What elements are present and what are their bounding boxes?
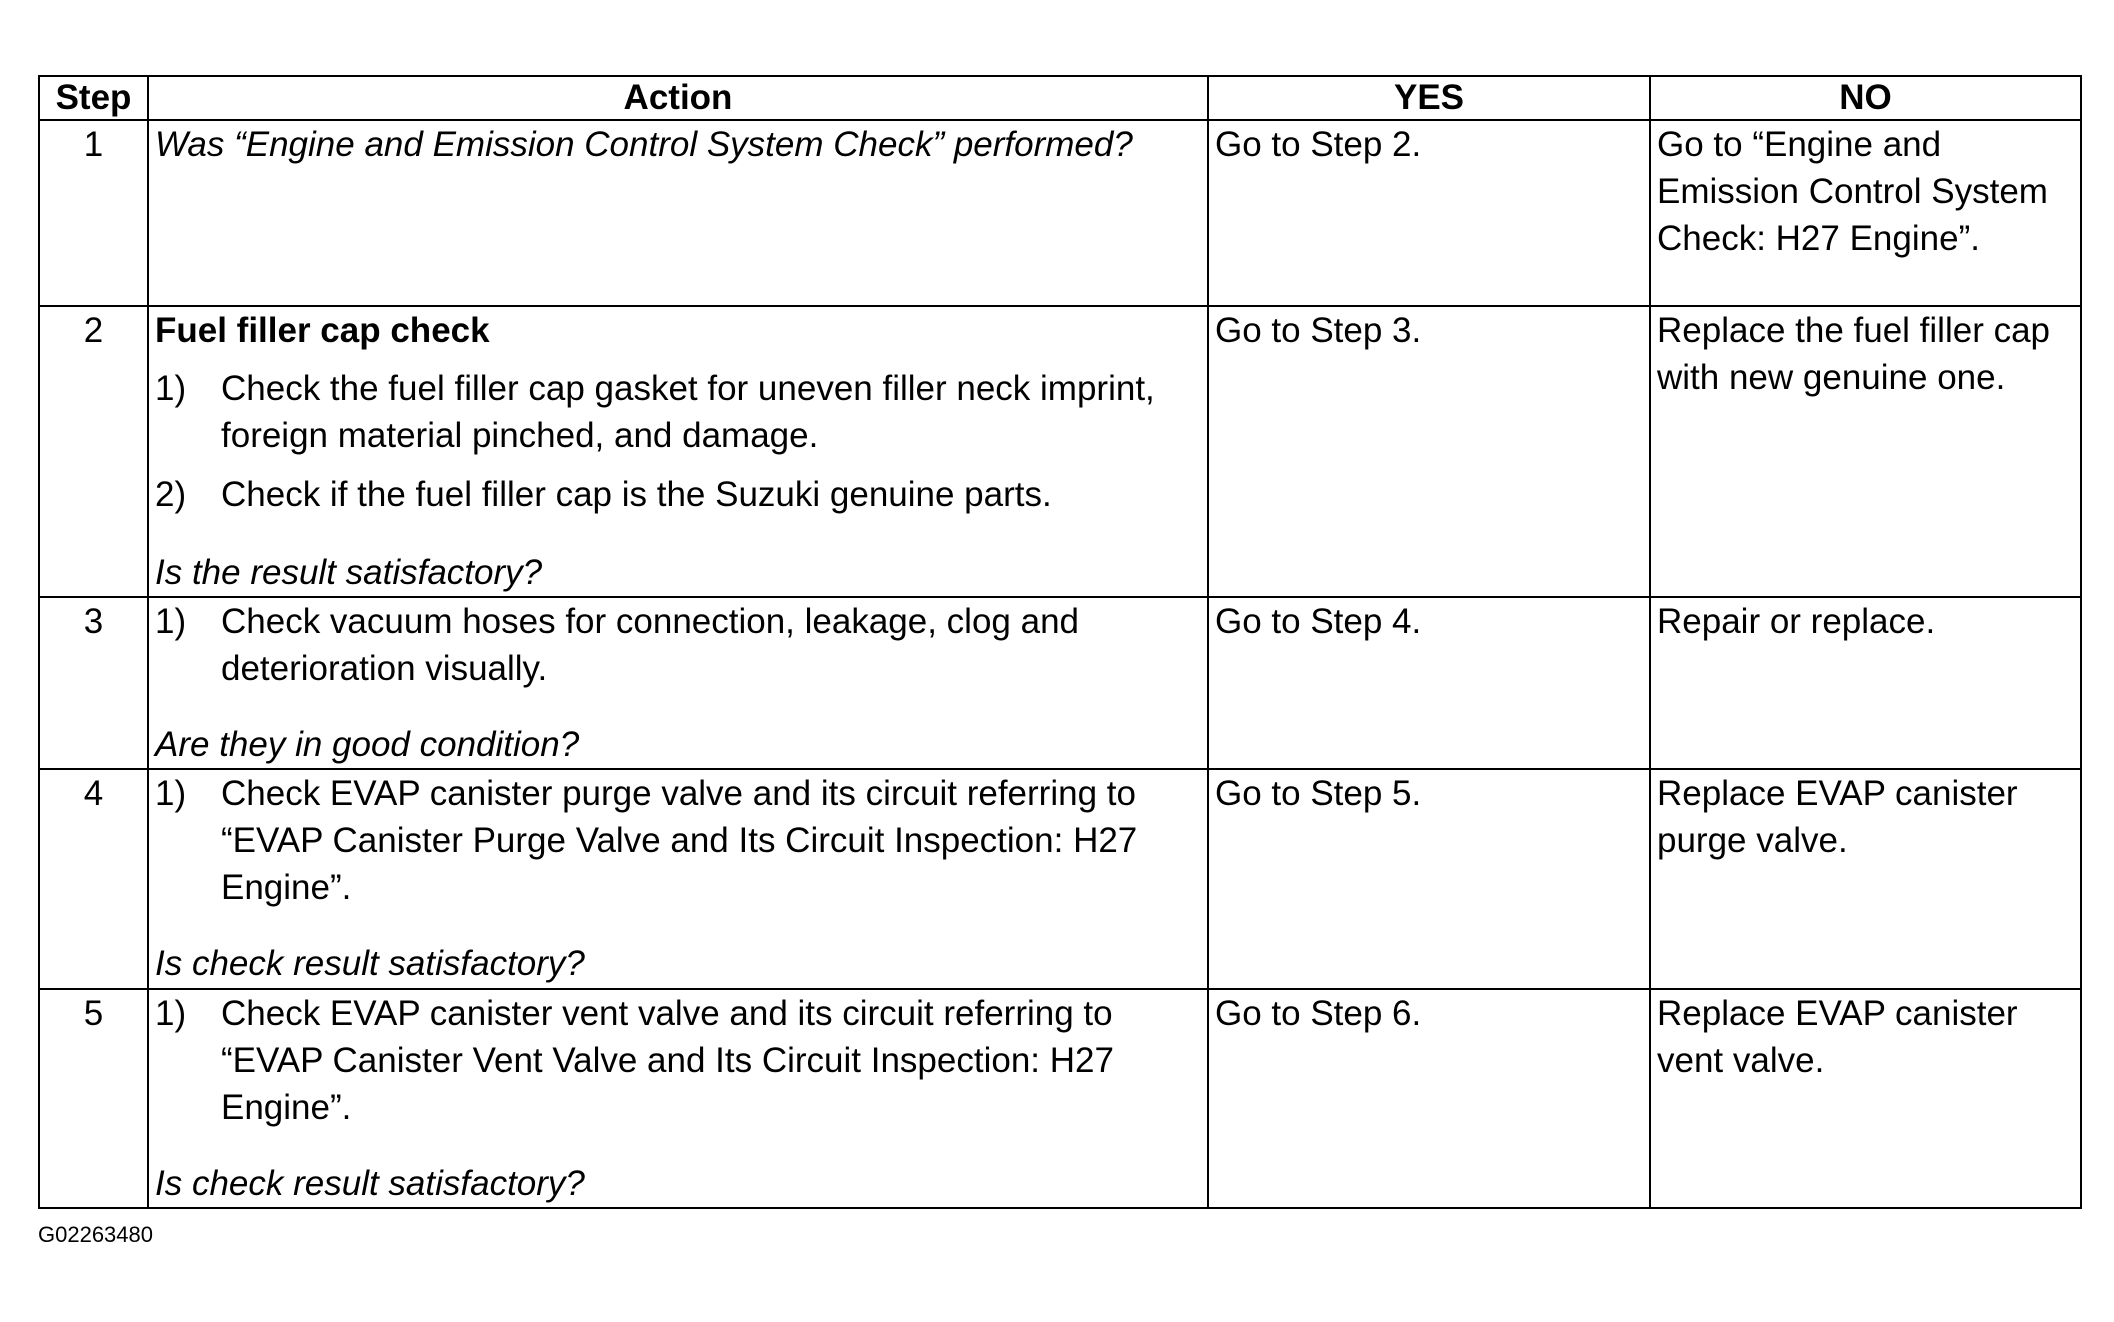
list-text: Check EVAP canister purge valve and its circuit referring to “EVAP Canister Purge Valve and Its Circuit Inspection: H27 Engine”.	[221, 774, 1138, 907]
action-list-item	[155, 471, 1201, 518]
action-question: Is the result satisfactory?	[155, 553, 543, 592]
step-number: 1	[39, 120, 148, 306]
table-row	[39, 120, 2081, 306]
step-number: 3	[39, 597, 148, 769]
list-number: 1)	[155, 602, 187, 641]
yes-cell: Go to Step 5.	[1208, 769, 1650, 989]
no-cell: Go to “Engine and Emission Control System Check: H27 Engine”.	[1650, 120, 2081, 306]
action-list-item	[155, 598, 1201, 692]
action-cell	[148, 120, 1208, 306]
action-cell	[148, 306, 1208, 597]
list-text: Check EVAP canister vent valve and its circuit referring to “EVAP Canister Vent Valve and Its Circuit Inspection: H27 Engine”.	[221, 994, 1114, 1127]
list-number: 1)	[155, 369, 187, 408]
header-yes: YES	[1208, 76, 1650, 120]
step-number: 4	[39, 769, 148, 989]
yes-cell: Go to Step 2.	[1208, 120, 1650, 306]
header-action: Action	[148, 76, 1208, 120]
list-number: 1)	[155, 994, 187, 1033]
list-text: Check the fuel filler cap gasket for uneven filler neck imprint, foreign material pinched, and damage.	[221, 369, 1155, 455]
no-cell: Repair or replace.	[1650, 597, 2081, 769]
yes-cell: Go to Step 6.	[1208, 989, 1650, 1208]
action-title: Fuel filler cap check	[155, 311, 490, 350]
header-no: NO	[1650, 76, 2081, 120]
step-number: 5	[39, 989, 148, 1208]
no-cell: Replace EVAP canister vent valve.	[1650, 989, 2081, 1208]
list-text: Check if the fuel filler cap is the Suzuki genuine parts.	[221, 475, 1052, 514]
header-row	[39, 76, 2081, 120]
list-number: 2)	[155, 475, 187, 514]
header-step: Step	[39, 76, 148, 120]
list-number: 1)	[155, 774, 187, 813]
table-row	[39, 306, 2081, 597]
figure-id: G02263480	[38, 1222, 153, 1247]
list-text: Check vacuum hoses for connection, leakage, clog and deterioration visually.	[221, 602, 1080, 688]
action-list-item	[155, 990, 1201, 1131]
yes-cell: Go to Step 3.	[1208, 306, 1650, 597]
action-cell	[148, 769, 1208, 989]
table-row	[39, 989, 2081, 1208]
troubleshooting-sheet	[38, 75, 2080, 1209]
action-cell	[148, 597, 1208, 769]
diagnostic-table	[38, 75, 2082, 1209]
no-cell: Replace the fuel filler cap with new genuine one.	[1650, 306, 2081, 597]
yes-cell: Go to Step 4.	[1208, 597, 1650, 769]
no-cell: Replace EVAP canister purge valve.	[1650, 769, 2081, 989]
action-cell	[148, 989, 1208, 1208]
step-number: 2	[39, 306, 148, 597]
table-row	[39, 597, 2081, 769]
action-list-item	[155, 365, 1201, 459]
action-question: Is check result satisfactory?	[155, 944, 585, 983]
table-row	[39, 769, 2081, 989]
action-question: Was “Engine and Emission Control System Check” performed?	[155, 125, 1133, 164]
action-question: Are they in good condition?	[155, 725, 580, 764]
action-list-item	[155, 770, 1201, 911]
action-question: Is check result satisfactory?	[155, 1164, 585, 1203]
